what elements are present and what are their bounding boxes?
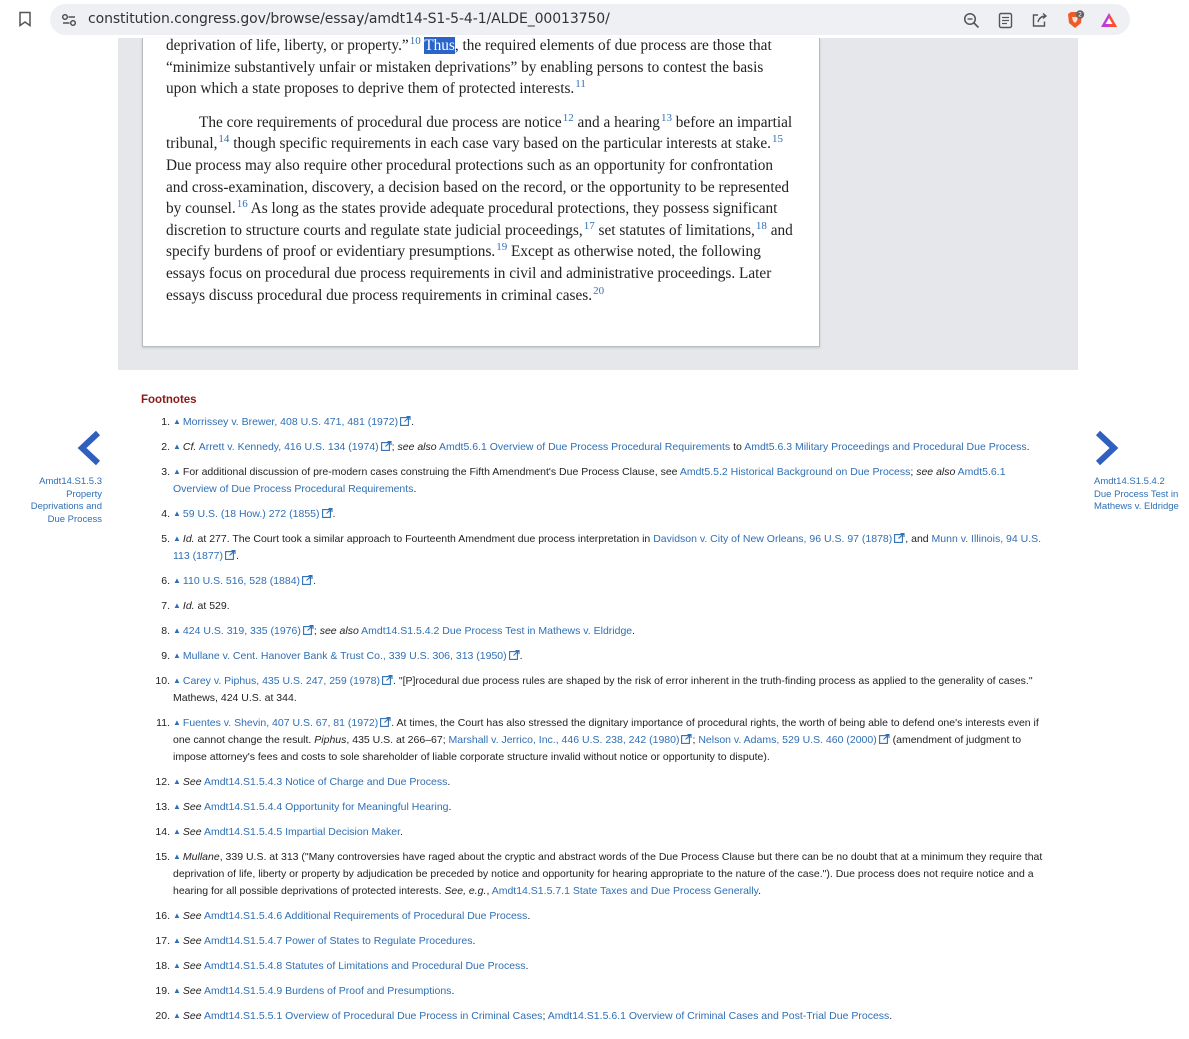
back-to-ref-icon[interactable]: ▲ xyxy=(173,986,181,995)
bookmark-icon[interactable] xyxy=(14,8,36,30)
essay-link[interactable]: Amdt14.S1.5.4.4 Opportunity for Meaningful Hearing xyxy=(203,801,449,813)
back-to-ref-icon[interactable]: ▲ xyxy=(173,442,181,451)
case-link[interactable]: Arrett v. Kennedy, 416 U.S. 134 (1974) xyxy=(198,441,379,453)
browser-toolbar xyxy=(0,0,1189,38)
footnote-5: 5. ▲ Id. at 277. The Court took a similar approach to Fourteenth Amendment due process interpretation in Davidson v. City of New Orleans, 96 U.S. 97 (1878) , and Munn v. Illinois, 94 U.S. 113 (1877) . xyxy=(148,531,1048,565)
footnote-ref-17[interactable]: 17 xyxy=(583,219,595,232)
case-link[interactable]: Marshall v. Jerrico, Inc., 446 U.S. 238, 242 (1980) xyxy=(448,734,680,746)
case-link[interactable]: Nelson v. Adams, 529 U.S. 460 (2000) xyxy=(698,734,877,746)
case-link[interactable]: Munn v. Illinois, 94 U.S. 113 (1877) xyxy=(173,533,1042,562)
footnotes-list xyxy=(148,414,1048,1033)
external-link-icon[interactable] xyxy=(894,533,905,543)
essay-link[interactable]: Amdt14.S1.5.4.5 Impartial Decision Maker xyxy=(203,826,401,838)
case-link[interactable]: 424 U.S. 319, 335 (1976) xyxy=(182,625,301,637)
external-link-icon[interactable] xyxy=(879,734,890,744)
external-link-icon[interactable] xyxy=(225,550,236,560)
back-to-ref-icon[interactable]: ▲ xyxy=(173,509,181,518)
footnote-8: 8. ▲ 424 U.S. 319, 335 (1976) ; see also Amdt14.S1.5.4.2 Due Process Test in Mathews v. Eldridge. xyxy=(148,623,1048,640)
essay-link[interactable]: Amdt14.S1.5.4.9 Burdens of Proof and Presumptions xyxy=(203,985,452,997)
footnote-12: 12. ▲ See Amdt14.S1.5.4.3 Notice of Charge and Due Process. xyxy=(148,774,1048,791)
essay-text xyxy=(166,35,796,306)
previous-essay-link[interactable] xyxy=(20,430,102,526)
footnote-10: 10. ▲ Carey v. Piphus, 435 U.S. 247, 259 (1978) . "[P]rocedural due process rules are shaped by the risk of error inherent in the truth-finding process as applied to the generality of cases." Mathews, 424 U.S. at 344. xyxy=(148,673,1048,707)
brave-rewards-icon[interactable] xyxy=(1099,10,1119,30)
external-link-icon[interactable] xyxy=(322,508,333,518)
chevron-right-icon[interactable] xyxy=(1094,430,1120,466)
back-to-ref-icon[interactable]: ▲ xyxy=(173,802,181,811)
external-link-icon[interactable] xyxy=(302,575,313,585)
footnote-ref-11[interactable]: 11 xyxy=(575,78,586,91)
case-link[interactable]: Mullane v. Cent. Hanover Bank & Trust Co., 339 U.S. 306, 313 (1950) xyxy=(182,650,507,662)
essay-link[interactable]: Amdt14.S1.5.5.1 Overview of Procedural Due Process in Criminal Cases xyxy=(203,1010,543,1022)
essay-link[interactable]: Amdt14.S1.5.4.3 Notice of Charge and Due Process xyxy=(203,776,448,788)
external-link-icon[interactable] xyxy=(382,675,393,685)
footnote-19: 19. ▲ See Amdt14.S1.5.4.9 Burdens of Proof and Presumptions. xyxy=(148,983,1048,1000)
footnote-20: 20. ▲ See Amdt14.S1.5.5.1 Overview of Procedural Due Process in Criminal Cases; Amdt14.S1.5.6.1 Overview of Criminal Cases and Post-Trial Due Process. xyxy=(148,1008,1048,1025)
address-bar[interactable] xyxy=(50,4,1130,35)
back-to-ref-icon[interactable]: ▲ xyxy=(173,911,181,920)
chevron-left-icon[interactable] xyxy=(76,430,102,466)
essay-link[interactable]: Amdt14.S1.5.4.8 Statutes of Limitations and Procedural Due Process xyxy=(203,960,526,972)
back-to-ref-icon[interactable]: ▲ xyxy=(173,601,181,610)
footnote-16: 16. ▲ See Amdt14.S1.5.4.6 Additional Requirements of Procedural Due Process. xyxy=(148,908,1048,925)
footnote-ref-15[interactable]: 15 xyxy=(771,133,783,146)
footnote-ref-16[interactable]: 16 xyxy=(236,198,248,211)
case-link[interactable]: Fuentes v. Shevin, 407 U.S. 67, 81 (1972) xyxy=(182,717,379,729)
case-link[interactable]: Carey v. Piphus, 435 U.S. 247, 259 (1978) xyxy=(182,675,381,687)
footnotes-heading: Footnotes xyxy=(141,394,197,406)
footnote-17: 17. ▲ See Amdt14.S1.5.4.7 Power of States to Regulate Procedures. xyxy=(148,933,1048,950)
site-settings-icon[interactable] xyxy=(59,10,79,30)
footnote-13: 13. ▲ See Amdt14.S1.5.4.4 Opportunity for Meaningful Hearing. xyxy=(148,799,1048,816)
back-to-ref-icon[interactable]: ▲ xyxy=(173,936,181,945)
case-link[interactable]: 59 U.S. (18 How.) 272 (1855) xyxy=(182,508,320,520)
selected-text: Thus xyxy=(424,37,455,54)
back-to-ref-icon[interactable]: ▲ xyxy=(173,1011,181,1020)
footnote-18: 18. ▲ See Amdt14.S1.5.4.8 Statutes of Limitations and Procedural Due Process. xyxy=(148,958,1048,975)
footnote-ref-12[interactable]: 12 xyxy=(562,111,574,124)
footnote-ref-14[interactable]: 14 xyxy=(218,133,230,146)
previous-essay-label[interactable]: Amdt14.S1.5.3 Property Deprivations and Due Process xyxy=(30,476,102,525)
essay-link[interactable]: Amdt14.S1.5.4.7 Power of States to Regulate Procedures xyxy=(203,935,473,947)
zoom-icon[interactable] xyxy=(961,10,981,30)
next-essay-link[interactable] xyxy=(1094,430,1179,514)
essay-link[interactable]: Amdt14.S1.5.4.6 Additional Requirements of Procedural Due Process xyxy=(203,910,528,922)
next-essay-label[interactable]: Amdt14.S1.5.4.2 Due Process Test in Mathews v. Eldridge xyxy=(1094,476,1179,512)
back-to-ref-icon[interactable]: ▲ xyxy=(173,777,181,786)
essay-paragraph-2: The core requirements of procedural due process are notice$^{12}$ and a hearing$^{13}$ before an impartial tribunal,$^{14}$ though specific requirements in each case vary based on the particular interests at stake.$^{15}$ Due process may also require other procedural protections such as an opportunity for confrontation and cross-examination, discovery, a decision based on the record, or the opportunity to be represented by counsel.$^{16}$ As long as the states provide adequate procedural protections, they possess significant discretion to structure courts and regulate state judicial proceedings,$^{17}$ set statutes of limitations,$^{18}$ and specify burdens of proof or evidentiary presumptions.$^{19}$ Except as otherwise noted, the following essays focus on procedural due process requirements in civil and administrative proceedings. Later essays discuss procedural due process requirements in criminal cases.$^{20}$ xyxy=(166,111,793,304)
footnote-15: 15. ▲ Mullane, 339 U.S. at 313 ("Many controversies have raged about the cryptic and abstract words of the Due Process Clause but there can be no doubt that at a minimum they require that deprivation of life, liberty or property by adjudication be preceded by notice and opportunity for hearing appropriate to the nature of the case."). Due process does not require notice and a hearing for all possible deprivations of protected interests. See, e.g., Amdt14.S1.5.7.1 State Taxes and Due Process Generally. xyxy=(148,849,1048,900)
share-icon[interactable] xyxy=(1029,10,1049,30)
back-to-ref-icon[interactable]: ▲ xyxy=(173,827,181,836)
back-to-ref-icon[interactable]: ▲ xyxy=(173,961,181,970)
back-to-ref-icon[interactable]: ▲ xyxy=(173,534,181,543)
external-link-icon[interactable] xyxy=(380,717,391,727)
reader-mode-icon[interactable] xyxy=(995,10,1015,30)
footnote-ref-10[interactable]: 10 xyxy=(409,35,421,47)
external-link-icon[interactable] xyxy=(681,734,692,744)
case-link[interactable]: Davidson v. City of New Orleans, 96 U.S. 97 (1878) xyxy=(653,533,893,545)
case-link[interactable]: Morrissey v. Brewer, 408 U.S. 471, 481 (1972) xyxy=(182,416,399,428)
case-link[interactable]: 110 U.S. 516, 528 (1884) xyxy=(182,575,301,587)
back-to-ref-icon[interactable]: ▲ xyxy=(173,718,181,727)
essay-link[interactable]: Amdt14.S1.5.7.1 State Taxes and Due Process Generally xyxy=(491,885,759,897)
back-to-ref-icon[interactable]: ▲ xyxy=(173,417,181,426)
external-link-icon[interactable] xyxy=(303,625,314,635)
essay-link[interactable]: Amdt5.6.1 Overview of Due Process Procedural Requirements xyxy=(438,441,731,453)
footnote-ref-13[interactable]: 13 xyxy=(660,111,672,124)
back-to-ref-icon[interactable]: ▲ xyxy=(173,676,181,685)
brave-shields-icon[interactable] xyxy=(1065,10,1085,30)
essay-link[interactable]: Amdt5.6.1 Overview of Due Process Procedural Requirements xyxy=(173,466,1006,495)
footnote-ref-18[interactable]: 18 xyxy=(755,219,767,232)
brave-badge-count: 2 xyxy=(1078,11,1082,19)
footnote-4: 4. ▲ 59 U.S. (18 How.) 272 (1855) . xyxy=(148,506,1048,523)
footnote-ref-19[interactable]: 19 xyxy=(496,241,508,254)
essay-link[interactable]: Amdt14.S1.5.6.1 Overview of Criminal Cases and Post-Trial Due Process xyxy=(547,1010,890,1022)
essay-link[interactable]: Amdt14.S1.5.4.2 Due Process Test in Mathews v. Eldridge xyxy=(361,625,633,637)
footnote-11: 11. ▲ Fuentes v. Shevin, 407 U.S. 67, 81 (1972) . At times, the Court has also stressed the dignitary importance of procedural rights, the worth of being able to defend one's interests even if one cannot change the result. Piphus, 435 U.S. at 266–67; Marshall v. Jerrico, Inc., 446 U.S. 238, 242 (1980) ; Nelson v. Adams, 529 U.S. 460 (2000) (amendment of judgment to impose attorney's fees and costs to sole shareholder of liable corporate structure invalid without notice or opportunity to dispute). xyxy=(148,715,1048,766)
footnote-6: 6. ▲ 110 U.S. 516, 528 (1884) . xyxy=(148,573,1048,590)
external-link-icon[interactable] xyxy=(400,416,411,426)
footnote-14: 14. ▲ See Amdt14.S1.5.4.5 Impartial Decision Maker. xyxy=(148,824,1048,841)
essay-link[interactable]: Amdt5.6.3 Military Proceedings and Procedural Due Process xyxy=(744,441,1027,453)
url-text[interactable]: constitution.congress.gov/browse/essay/amdt14-S1-5-4-1/ALDE_00013750/ xyxy=(88,11,610,27)
footnote-7: 7. ▲ Id. at 529. xyxy=(148,598,1048,615)
footnote-1: 1. ▲ Morrissey v. Brewer, 408 U.S. 471, 481 (1972) . xyxy=(148,414,1048,431)
back-to-ref-icon[interactable]: ▲ xyxy=(173,576,181,585)
footnote-ref-20[interactable]: 20 xyxy=(593,284,605,297)
external-link-icon[interactable] xyxy=(509,650,520,660)
back-to-ref-icon[interactable]: ▲ xyxy=(173,626,181,635)
essay-link[interactable]: Amdt5.5.2 Historical Background on Due Process xyxy=(679,466,911,478)
footnote-3: 3. ▲ For additional discussion of pre-modern cases construing the Fifth Amendment's Due Process Clause, see Amdt5.5.2 Historical Background on Due Process; see also Amdt5.6.1 Overview of Due Process Procedural Requirements. xyxy=(148,464,1048,498)
back-to-ref-icon[interactable]: ▲ xyxy=(173,651,181,660)
back-to-ref-icon[interactable]: ▲ xyxy=(173,852,181,861)
essay-paragraph-1: deprivation of life, liberty, or property.”$^{10}$ Thus, the required elements of due process are those that “minimize substantively unfair or mistaken deprivations” by enabling persons to contest the basis upon which a state proposes to deprive them of protected interests.$^{11}$ xyxy=(166,35,772,98)
external-link-icon[interactable] xyxy=(381,441,392,451)
back-to-ref-icon[interactable]: ▲ xyxy=(173,467,181,476)
footnote-9: 9. ▲ Mullane v. Cent. Hanover Bank & Trust Co., 339 U.S. 306, 313 (1950) . xyxy=(148,648,1048,665)
footnote-2: 2. ▲ Cf. Arrett v. Kennedy, 416 U.S. 134 (1974) ; see also Amdt5.6.1 Overview of Due Process Procedural Requirements to Amdt5.6.3 Military Proceedings and Procedural Due Process. xyxy=(148,439,1048,456)
